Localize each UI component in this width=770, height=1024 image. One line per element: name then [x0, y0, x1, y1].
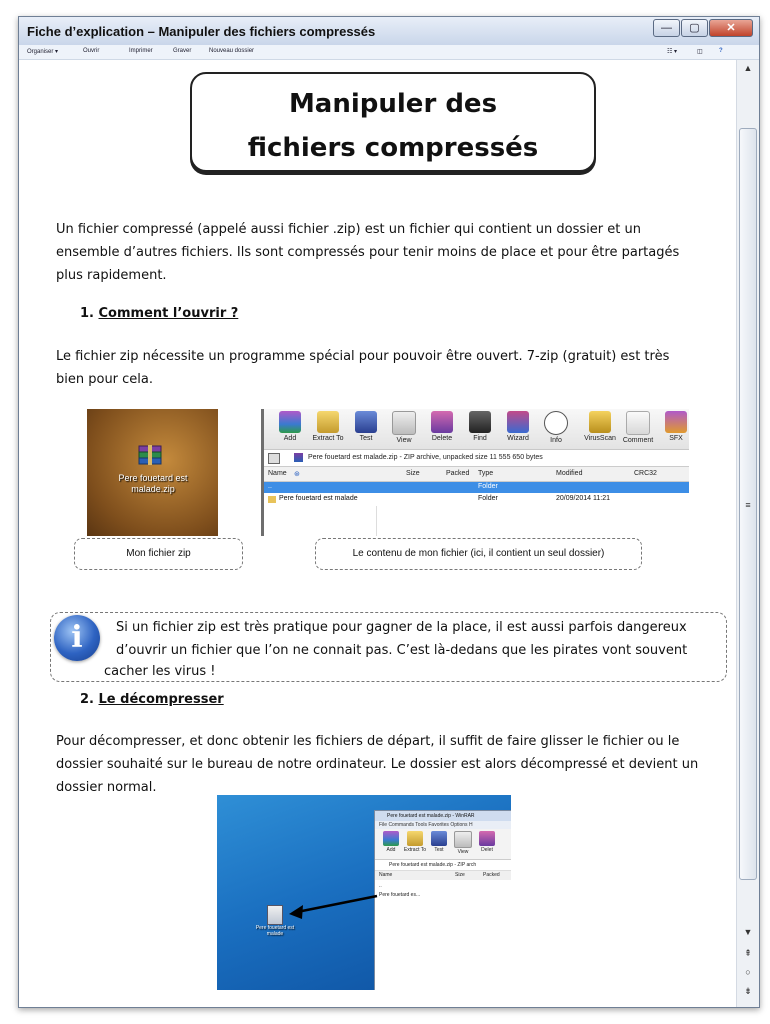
tool-info [536, 411, 576, 444]
section-2-number: 2. [80, 692, 94, 707]
column-modified[interactable]: Modified [556, 470, 583, 477]
row-type: Folder [478, 495, 498, 502]
scrollbar-grip-icon: ≡ [745, 500, 751, 510]
document-page [19, 60, 735, 1007]
tool-label: Extract To [312, 435, 344, 442]
document-title-box [190, 72, 596, 172]
view-icon [392, 411, 416, 435]
document-viewer-window [18, 16, 760, 1008]
tool-delete [422, 411, 462, 442]
info-icon: i [54, 615, 100, 661]
delete-icon [431, 411, 453, 433]
column-crc32[interactable]: CRC32 [634, 470, 657, 477]
mini-path: Pere fouetard est malade.zip - ZIP arch [389, 862, 477, 868]
vertical-scrollbar[interactable] [736, 60, 759, 1007]
row-modified: 20/09/2014 11:21 [556, 495, 610, 502]
document-title-line-1: Manipuler des [288, 89, 498, 119]
close-button[interactable]: ✕ [709, 19, 753, 37]
virusscan-icon [589, 411, 611, 433]
view-options-button[interactable]: ☷ ▾ [667, 49, 678, 55]
section-2-line: Pour décompresser, et donc obtenir les fichiers de départ, il suffit de faire glisser le fichier ou le [56, 734, 680, 749]
binoculars-icon [469, 411, 491, 433]
previous-page-icon[interactable]: ⇞ [744, 948, 752, 958]
tool-find [460, 411, 500, 442]
next-page-icon[interactable]: ⇟ [744, 986, 752, 996]
mini-title: Pere fouetard est malade.zip - WinRAR [387, 813, 475, 819]
sort-arrow-icon: ⊛ [294, 471, 300, 478]
tool-label: View [457, 849, 469, 855]
section-1-number: 1. [80, 306, 94, 321]
tool-label: VirusScan [584, 435, 616, 442]
window-controls [652, 19, 753, 37]
desktop-icon-label [99, 473, 207, 495]
desktop-icon-label-line: Pere fouetard est [118, 473, 188, 483]
tool-label: View [396, 437, 412, 444]
archive-icon [294, 453, 303, 462]
tool-label: Find [473, 435, 487, 442]
test-icon [355, 411, 377, 433]
tool-label: Info [550, 437, 562, 444]
winrar-column-header [264, 467, 689, 482]
minimize-button[interactable]: — [653, 19, 680, 37]
section-2-line: dossier normal. [56, 780, 157, 795]
winrar-screenshot [261, 409, 689, 536]
column-type[interactable]: Type [478, 470, 494, 477]
tool-label: Extract To [403, 847, 427, 853]
tool-label: Add [386, 847, 396, 853]
caption-zip-file: Mon fichier zip [74, 538, 243, 570]
tool-test [346, 411, 386, 442]
burn-button[interactable]: Graver [173, 48, 192, 54]
scroll-down-arrow-icon[interactable]: ▼ [743, 927, 753, 937]
section-1-paragraph [56, 345, 669, 391]
intro-line: ensemble d’autres fichiers. Ils sont compressés pour tenir moins de place et pour être partagés [56, 245, 680, 260]
up-folder-icon[interactable] [268, 453, 280, 464]
intro-line: plus rapidement. [56, 268, 167, 283]
add-icon [279, 411, 301, 433]
winrar-tree-pane [264, 506, 377, 536]
title-bar[interactable] [19, 17, 759, 46]
zip-folder-icon [267, 905, 283, 925]
document-title-line-2: fichiers compressés [247, 133, 539, 163]
info-text-lines-1-2 [116, 616, 687, 662]
mini-row-name: .. [379, 883, 382, 889]
sfx-icon [665, 411, 687, 433]
scroll-up-arrow-icon[interactable]: ▲ [743, 63, 753, 73]
info-line: Si un fichier zip est très pratique pour gagner de la place, il est aussi parfois dangereux [116, 620, 687, 635]
column-name[interactable]: Name [268, 470, 287, 477]
row-name: Pere fouetard est malade [279, 495, 358, 502]
drag-arrow [217, 795, 511, 990]
desktop-zip-screenshot [87, 409, 218, 536]
tool-label: Delete [431, 435, 453, 442]
tool-extract [308, 411, 348, 442]
tool-virusscan [580, 411, 620, 442]
desktop-icon-label-line: malade.zip [131, 484, 175, 494]
mini-column-name: Name [379, 872, 393, 878]
tool-label: Wizard [507, 435, 529, 442]
tool-add [270, 411, 310, 442]
section-1-title: Comment l’ouvrir ? [98, 306, 239, 321]
table-row[interactable] [264, 494, 689, 505]
tool-wizard [498, 411, 538, 442]
extract-folder-icon [317, 411, 339, 433]
column-size[interactable]: Size [406, 470, 420, 477]
tool-label: SFX [669, 435, 683, 442]
section-1-line: Le fichier zip nécessite un programme spécial pour pouvoir être ouvert. 7-zip (gratuit) est très [56, 349, 670, 364]
intro-line: Un fichier compressé (appelé aussi fichier .zip) est un fichier qui contient un dossier et un [56, 222, 641, 237]
comment-icon [626, 411, 650, 435]
tool-label: Add [283, 435, 297, 442]
desktop-folder-label-line: Pere fouetard est [255, 925, 295, 931]
info-bubble-icon [544, 411, 568, 435]
row-type: Folder [478, 483, 498, 490]
tool-view [384, 411, 424, 444]
desktop-folder-icon-item [245, 905, 305, 937]
desktop-folder-label [245, 925, 305, 937]
row-name: .. [268, 483, 272, 490]
section-2-line: dossier souhaité sur le bureau de notre ordinateur. Le dossier est alors décompressé et devient un [56, 757, 699, 772]
tool-label: Test [359, 435, 373, 442]
caption-zip-contents: Le contenu de mon fichier (ici, il contient un seul dossier) [315, 538, 642, 570]
print-button[interactable]: Imprimer [129, 48, 153, 54]
tool-comment [618, 411, 658, 444]
mini-menu: File Commands Tools Favorites Options H [379, 822, 473, 828]
open-button[interactable]: Ouvrir [83, 48, 100, 54]
mini-column-size: Size [455, 872, 465, 878]
maximize-button[interactable]: ▢ [681, 19, 708, 37]
table-row[interactable] [264, 482, 689, 493]
section-2-paragraph [56, 730, 698, 799]
command-bar [19, 45, 759, 60]
tool-label: Comment [622, 437, 654, 444]
tool-label: Delet [481, 847, 493, 853]
info-line: d’ouvrir un fichier que l’on ne connait pas. C’est là-dedans que les pirates vont souvent [116, 643, 688, 658]
info-text-line-3: cacher les virus ! [104, 664, 216, 679]
section-1-line: bien pour cela. [56, 372, 154, 387]
new-folder-button[interactable]: Nouveau dossier [209, 48, 255, 54]
section-1-heading [80, 306, 238, 321]
intro-paragraph [56, 218, 679, 287]
archive-path-text: Pere fouetard est malade.zip - ZIP archive, unpacked size 11 555 650 bytes [308, 454, 543, 461]
preview-pane-button[interactable]: ◫ [697, 49, 703, 55]
column-packed[interactable]: Packed [446, 470, 470, 477]
mini-column-packed: Packed [483, 872, 500, 878]
winrar-toolbar [264, 409, 689, 450]
wizard-icon [507, 411, 529, 433]
help-button[interactable]: ? [719, 48, 723, 54]
browse-object-icon[interactable]: ○ [745, 967, 751, 977]
mini-row-name: Pere fouetard es... [379, 892, 421, 898]
section-2-title: Le décompresser [98, 692, 224, 707]
folder-icon [268, 496, 276, 503]
winrar-archive-icon [137, 444, 163, 466]
desktop-folder-label-line: malade [266, 931, 284, 937]
section-2-heading [80, 692, 224, 707]
winrar-path-bar [264, 450, 689, 467]
drag-to-desktop-screenshot [217, 795, 511, 990]
tool-label: Test [434, 847, 444, 853]
tool-sfx [656, 411, 689, 442]
organize-menu[interactable]: Organiser ▾ [27, 49, 59, 55]
window-title: Fiche d’explication – Manipuler des fichiers compressés [27, 24, 376, 39]
